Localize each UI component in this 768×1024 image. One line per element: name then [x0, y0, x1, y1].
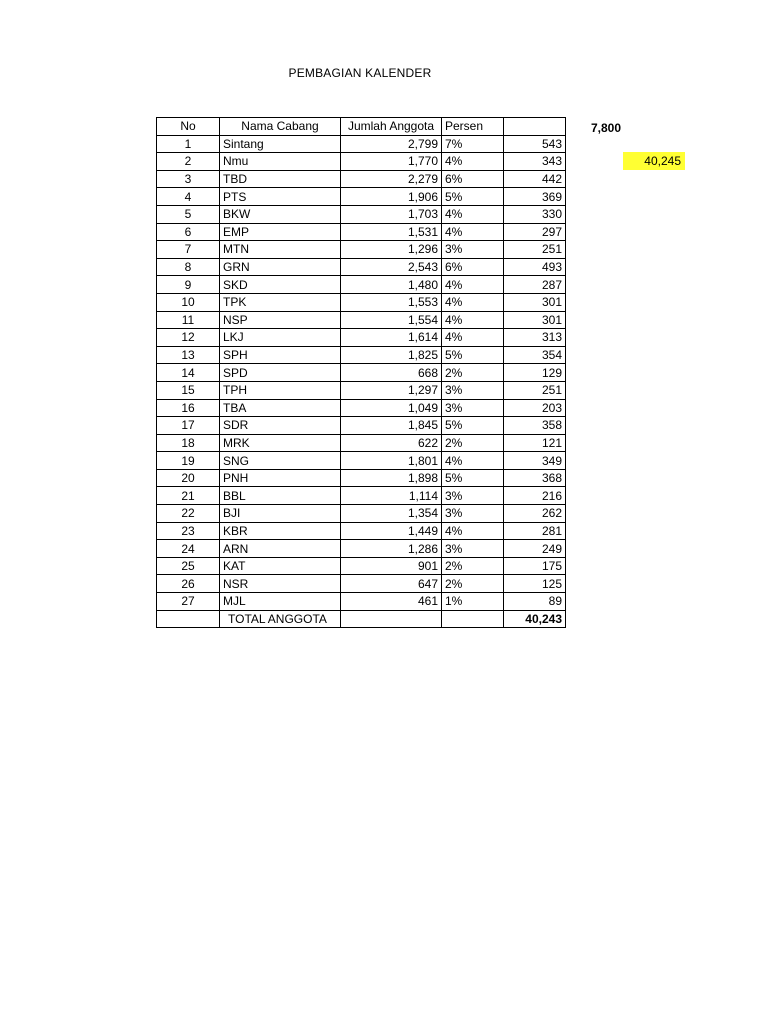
cell-nama-cabang: TPH	[220, 381, 341, 399]
cell-no: 13	[157, 346, 220, 364]
table-row	[157, 276, 566, 294]
cell-nama-cabang: NSR	[220, 575, 341, 593]
cell-kalender: 281	[504, 522, 566, 540]
cell-no: 6	[157, 223, 220, 241]
cell-persen: 3%	[442, 381, 504, 399]
cell-kalender: 354	[504, 346, 566, 364]
cell-no: 11	[157, 311, 220, 329]
cell-kalender: 216	[504, 487, 566, 505]
cell-nama-cabang: KBR	[220, 522, 341, 540]
cell-nama-cabang: MJL	[220, 593, 341, 611]
cell-kalender: 203	[504, 399, 566, 417]
cell-persen: 4%	[442, 522, 504, 540]
header-persen: Persen	[442, 118, 504, 136]
cell-nama-cabang: PTS	[220, 188, 341, 206]
cell-nama-cabang: TBA	[220, 399, 341, 417]
cell-jumlah-anggota: 1,554	[341, 311, 442, 329]
cell-kalender: 89	[504, 593, 566, 611]
table-row	[157, 241, 566, 259]
cell-nama-cabang: BBL	[220, 487, 341, 505]
table-row	[157, 469, 566, 487]
cell-persen: 3%	[442, 241, 504, 259]
cell-jumlah-anggota: 1,531	[341, 223, 442, 241]
cell-persen: 2%	[442, 364, 504, 382]
cell-no: 27	[157, 593, 220, 611]
total-label: TOTAL ANGGOTA	[220, 610, 341, 628]
cell-kalender: 368	[504, 469, 566, 487]
cell-kalender: 175	[504, 557, 566, 575]
cell-nama-cabang: NSP	[220, 311, 341, 329]
cell-kalender: 262	[504, 505, 566, 523]
table-row	[157, 188, 566, 206]
cell-kalender: 125	[504, 575, 566, 593]
cell-no: 19	[157, 452, 220, 470]
table-row	[157, 593, 566, 611]
table-row	[157, 452, 566, 470]
cell-jumlah-anggota: 1,049	[341, 399, 442, 417]
cell-kalender: 493	[504, 258, 566, 276]
cell-jumlah-anggota: 1,553	[341, 293, 442, 311]
cell-nama-cabang: Sintang	[220, 135, 341, 153]
cell-persen: 4%	[442, 452, 504, 470]
cell-nama-cabang: SPH	[220, 346, 341, 364]
header-kalender	[504, 118, 566, 136]
cell-persen: 2%	[442, 434, 504, 452]
cell-persen: 2%	[442, 557, 504, 575]
cell-persen: 3%	[442, 399, 504, 417]
total-row	[157, 610, 566, 628]
cell-persen: 7%	[442, 135, 504, 153]
cell-nama-cabang: TBD	[220, 170, 341, 188]
table-row	[157, 557, 566, 575]
cell-jumlah-anggota: 1,703	[341, 205, 442, 223]
cell-no: 1	[157, 135, 220, 153]
cell-no: 22	[157, 505, 220, 523]
cell-no: 26	[157, 575, 220, 593]
cell-jumlah-anggota: 622	[341, 434, 442, 452]
cell-nama-cabang: SDR	[220, 417, 341, 435]
cell-no: 24	[157, 540, 220, 558]
table-row	[157, 205, 566, 223]
cell-nama-cabang: SPD	[220, 364, 341, 382]
cell-no: 8	[157, 258, 220, 276]
total-value: 40,243	[504, 610, 566, 628]
cell-persen: 4%	[442, 223, 504, 241]
cell-no: 7	[157, 241, 220, 259]
cell-nama-cabang: SNG	[220, 452, 341, 470]
cell-nama-cabang: KAT	[220, 557, 341, 575]
cell-no: 18	[157, 434, 220, 452]
table-row	[157, 399, 566, 417]
cell-kalender: 297	[504, 223, 566, 241]
cell-no: 21	[157, 487, 220, 505]
cell-kalender: 129	[504, 364, 566, 382]
table-row	[157, 293, 566, 311]
cell-persen: 4%	[442, 329, 504, 347]
table-row	[157, 364, 566, 382]
total-empty-cell	[442, 610, 504, 628]
cell-persen: 4%	[442, 293, 504, 311]
cell-persen: 5%	[442, 188, 504, 206]
distribution-table	[156, 117, 566, 628]
cell-no: 9	[157, 276, 220, 294]
cell-nama-cabang: MTN	[220, 241, 341, 259]
cell-no: 12	[157, 329, 220, 347]
cell-no: 14	[157, 364, 220, 382]
table-row	[157, 223, 566, 241]
cell-kalender: 287	[504, 276, 566, 294]
cell-no: 17	[157, 417, 220, 435]
cell-jumlah-anggota: 2,799	[341, 135, 442, 153]
cell-no: 16	[157, 399, 220, 417]
cell-persen: 2%	[442, 575, 504, 593]
cell-no: 23	[157, 522, 220, 540]
table-row	[157, 311, 566, 329]
cell-nama-cabang: Nmu	[220, 153, 341, 171]
total-empty-cell	[157, 610, 220, 628]
cell-persen: 6%	[442, 170, 504, 188]
table-row	[157, 258, 566, 276]
cell-persen: 3%	[442, 505, 504, 523]
cell-kalender: 313	[504, 329, 566, 347]
cell-kalender: 249	[504, 540, 566, 558]
cell-no: 15	[157, 381, 220, 399]
cell-persen: 3%	[442, 540, 504, 558]
table-row	[157, 487, 566, 505]
highlighted-total-cell: 40,245	[623, 152, 685, 170]
cell-kalender: 251	[504, 381, 566, 399]
cell-persen: 4%	[442, 311, 504, 329]
table-row	[157, 434, 566, 452]
cell-kalender: 358	[504, 417, 566, 435]
cell-nama-cabang: TPK	[220, 293, 341, 311]
table-row	[157, 505, 566, 523]
cell-persen: 3%	[442, 487, 504, 505]
cell-no: 20	[157, 469, 220, 487]
table-row	[157, 540, 566, 558]
cell-no: 3	[157, 170, 220, 188]
cell-jumlah-anggota: 901	[341, 557, 442, 575]
page-title: PEMBAGIAN KALENDER	[288, 66, 432, 80]
cell-persen: 4%	[442, 205, 504, 223]
cell-persen: 4%	[442, 276, 504, 294]
total-empty-cell	[341, 610, 442, 628]
cell-jumlah-anggota: 1,898	[341, 469, 442, 487]
cell-kalender: 301	[504, 293, 566, 311]
cell-nama-cabang: BKW	[220, 205, 341, 223]
table-header-row	[157, 118, 566, 136]
cell-jumlah-anggota: 1,614	[341, 329, 442, 347]
table-row	[157, 135, 566, 153]
cell-nama-cabang: EMP	[220, 223, 341, 241]
cell-jumlah-anggota: 1,114	[341, 487, 442, 505]
cell-jumlah-anggota: 1,286	[341, 540, 442, 558]
cell-kalender: 369	[504, 188, 566, 206]
cell-persen: 1%	[442, 593, 504, 611]
cell-kalender: 121	[504, 434, 566, 452]
cell-nama-cabang: ARN	[220, 540, 341, 558]
cell-jumlah-anggota: 1,825	[341, 346, 442, 364]
cell-nama-cabang: BJI	[220, 505, 341, 523]
table-row	[157, 575, 566, 593]
cell-jumlah-anggota: 1,801	[341, 452, 442, 470]
table-row	[157, 346, 566, 364]
cell-no: 5	[157, 205, 220, 223]
table-row	[157, 170, 566, 188]
cell-nama-cabang: PNH	[220, 469, 341, 487]
cell-no: 10	[157, 293, 220, 311]
cell-jumlah-anggota: 1,297	[341, 381, 442, 399]
header-nama-cabang: Nama Cabang	[220, 118, 341, 136]
cell-no: 25	[157, 557, 220, 575]
cell-jumlah-anggota: 2,279	[341, 170, 442, 188]
cell-jumlah-anggota: 461	[341, 593, 442, 611]
cell-nama-cabang: MRK	[220, 434, 341, 452]
table-row	[157, 153, 566, 171]
header-no: No	[157, 118, 220, 136]
table-row	[157, 522, 566, 540]
cell-kalender: 330	[504, 205, 566, 223]
cell-jumlah-anggota: 1,449	[341, 522, 442, 540]
cell-persen: 4%	[442, 153, 504, 171]
cell-nama-cabang: SKD	[220, 276, 341, 294]
header-jumlah-anggota: Jumlah Anggota	[341, 118, 442, 136]
cell-kalender: 301	[504, 311, 566, 329]
table-row	[157, 381, 566, 399]
cell-persen: 5%	[442, 417, 504, 435]
cell-kalender: 442	[504, 170, 566, 188]
cell-persen: 5%	[442, 469, 504, 487]
cell-no: 4	[157, 188, 220, 206]
cell-persen: 5%	[442, 346, 504, 364]
table-row	[157, 329, 566, 347]
cell-jumlah-anggota: 647	[341, 575, 442, 593]
cell-jumlah-anggota: 1,480	[341, 276, 442, 294]
cell-jumlah-anggota: 2,543	[341, 258, 442, 276]
cell-no: 2	[157, 153, 220, 171]
cell-nama-cabang: GRN	[220, 258, 341, 276]
cell-kalender: 343	[504, 153, 566, 171]
cell-jumlah-anggota: 1,845	[341, 417, 442, 435]
table-row	[157, 417, 566, 435]
cell-kalender: 543	[504, 135, 566, 153]
cell-jumlah-anggota: 668	[341, 364, 442, 382]
cell-nama-cabang: LKJ	[220, 329, 341, 347]
side-total-value: 7,800	[591, 121, 622, 135]
cell-kalender: 349	[504, 452, 566, 470]
cell-jumlah-anggota: 1,770	[341, 153, 442, 171]
cell-jumlah-anggota: 1,354	[341, 505, 442, 523]
cell-kalender: 251	[504, 241, 566, 259]
cell-jumlah-anggota: 1,906	[341, 188, 442, 206]
cell-persen: 6%	[442, 258, 504, 276]
cell-jumlah-anggota: 1,296	[341, 241, 442, 259]
